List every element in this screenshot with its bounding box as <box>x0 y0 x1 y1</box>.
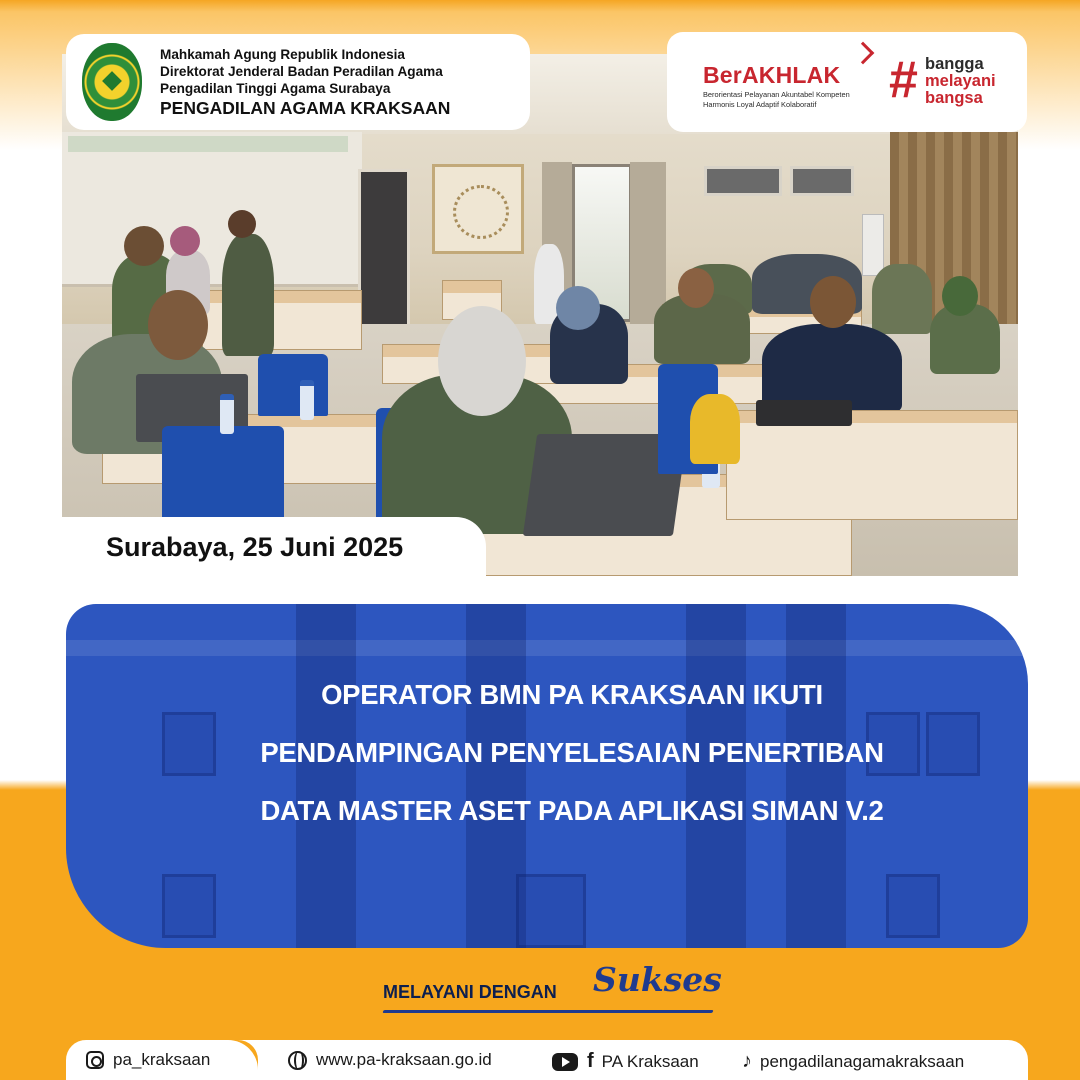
photo-door <box>358 169 410 327</box>
photo-vent <box>790 166 854 196</box>
facebook-name: PA Kraksaan <box>601 1051 699 1071</box>
website-link[interactable] <box>288 1050 492 1070</box>
event-date: Surabaya, 25 Juni 2025 <box>106 531 404 562</box>
globe-icon <box>288 1051 307 1070</box>
chevron-right-icon <box>852 42 875 65</box>
institution-line: Pengadilan Tinggi Agama Surabaya <box>160 80 391 96</box>
photo-chair <box>258 354 328 416</box>
facebook-icon: f <box>587 1050 594 1072</box>
berakhlak-logo-title: BerAKHLAK <box>703 62 841 88</box>
building-roofline <box>66 640 1028 656</box>
photo-ornament-panel <box>432 164 524 254</box>
berakhlak-values-line: Berorientasi Pelayanan Akuntabel Kompeten <box>703 90 850 99</box>
photo-person-head <box>170 226 200 256</box>
tiktok-icon: ♪ <box>742 1050 752 1072</box>
photo-bottle <box>220 394 234 434</box>
photo-wall <box>62 132 362 287</box>
headline-line: PENDAMPINGAN PENYELESAIAN PENERTIBAN <box>260 737 884 768</box>
melayani-word: melayani <box>925 72 996 90</box>
photo-person-head <box>942 276 978 316</box>
photo-person-head <box>438 306 526 416</box>
bangsa-word: bangsa <box>925 89 983 107</box>
slogan-text: MELAYANI DENGAN <box>383 982 557 1002</box>
youtube-facebook-link[interactable] <box>552 1050 699 1073</box>
photo-banner <box>68 136 348 152</box>
tiktok-link[interactable] <box>742 1050 964 1073</box>
photo-person <box>222 234 274 356</box>
website-url: www.pa-kraksaan.go.id <box>316 1050 492 1069</box>
headline <box>66 666 1028 840</box>
headline-line: OPERATOR BMN PA KRAKSAAN IKUTI <box>321 679 823 710</box>
slogan-underline <box>382 1010 713 1013</box>
instagram-link[interactable] <box>86 1050 210 1070</box>
slogan <box>383 960 723 1024</box>
event-photo <box>62 51 1018 576</box>
slogan-script: Sukses <box>593 960 722 999</box>
photo-person-head <box>810 276 856 328</box>
photo-person <box>872 264 932 334</box>
building-window <box>162 874 216 938</box>
photo-person-head <box>124 226 164 266</box>
photo-person-head <box>148 290 208 360</box>
bangga-word: bangga <box>925 55 984 73</box>
tiktok-handle: pengadilanagamakraksaan <box>760 1051 965 1071</box>
bangga-melayani-bangsa-logo <box>925 56 996 107</box>
photo-laptop <box>756 400 852 426</box>
photo-person-head <box>556 286 600 330</box>
social-footer <box>66 1040 1028 1080</box>
photo-air-conditioner <box>862 214 884 276</box>
values-logo-card <box>667 32 1027 132</box>
title-panel <box>66 604 1028 948</box>
youtube-icon <box>552 1053 578 1071</box>
court-seal-logo <box>82 43 142 121</box>
photo-person-head <box>678 268 714 308</box>
berakhlak-values-line: Harmonis Loyal Adaptif Kolaboratif <box>703 100 817 109</box>
instagram-handle: pa_kraksaan <box>113 1050 211 1069</box>
photo-backpack <box>690 394 740 464</box>
institution-line: Direktorat Jenderal Badan Peradilan Agama <box>160 63 443 79</box>
photo-vent <box>704 166 782 196</box>
photo-bottle <box>300 380 314 420</box>
institution-names <box>160 46 450 119</box>
building-door <box>516 874 586 948</box>
date-tab <box>62 517 486 577</box>
headline-line: DATA MASTER ASET PADA APLIKASI SIMAN V.2 <box>260 795 884 826</box>
instagram-icon <box>86 1051 104 1069</box>
institution-main-name: PENGADILAN AGAMA KRAKSAAN <box>160 97 451 118</box>
building-window <box>886 874 940 938</box>
institution-header-card <box>66 34 530 130</box>
hashtag-icon: # <box>889 51 918 109</box>
institution-line: Mahkamah Agung Republik Indonesia <box>160 46 405 62</box>
photo-table <box>726 410 1018 520</box>
photo-person-head <box>228 210 256 238</box>
